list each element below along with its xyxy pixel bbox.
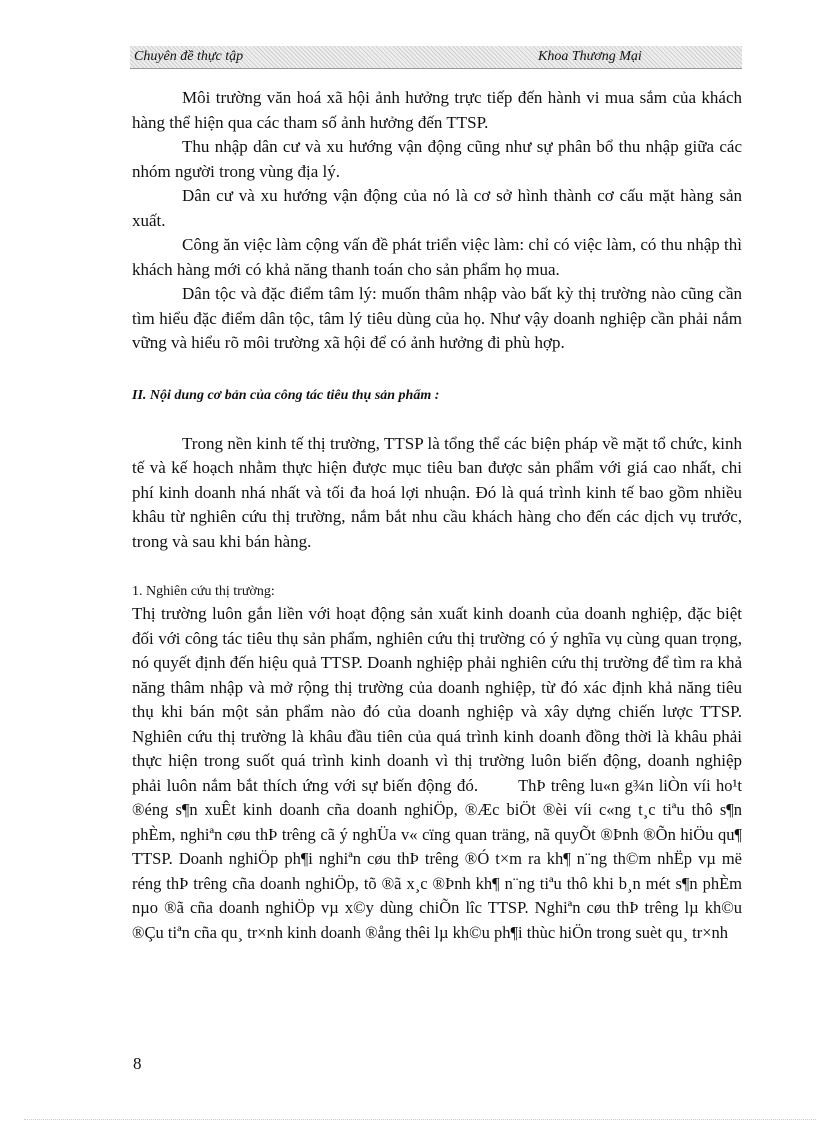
page-body [132, 86, 742, 945]
paragraph-population: Dân cư và xu hướng vận động của nó là cơ sở hình thành cơ cấu mặt hàng sản xuất. [132, 186, 742, 230]
paragraph-culture: Môi trường văn hoá xã hội ảnh hưởng trực tiếp đến hành vi mua sắm của khách hàng thể hiện qua các tham số ảnh hưởng đến TTSP. [132, 88, 742, 132]
running-header [130, 46, 742, 69]
header-left-title: Chuyên đề thực tập [134, 49, 244, 64]
subsection-heading: 1. Nghiên cứu thị trường: [132, 584, 275, 599]
paragraph-income: Thu nhập dân cư và xu hướng vận động cũng như sự phân bổ thu nhập giữa các nhóm người trong vùng địa lý. [132, 137, 742, 181]
section-heading: II. Nội dung cơ bản của công tác tiêu thụ sản phẩm : [132, 387, 440, 403]
section-paragraph: Trong nền kinh tế thị trường, TTSP là tổng thể các biện pháp về mặt tổ chức, kinh tế và kế hoạch nhằm thực hiện được mục tiêu ban được sản phẩm với giá cao nhất, chi phí kinh doanh nhá nhất và tối đa hoá lợi nhuận. Đó là quá trình kinh tế bao gồm nhiều khâu từ nghiên cứu thị trường, nắm bắt nhu cầu khách hàng cho đến các dịch vụ trước, trong và sau khi bán hàng. [132, 433, 742, 551]
page-number: 8 [133, 1054, 142, 1073]
paragraph-employment: Công ăn việc làm cộng vấn đề phát triển việc làm: chỉ có việc làm, có thu nhập thì khách hàng mới có khả năng thanh toán cho sản phẩm họ mua. [132, 235, 742, 279]
paragraph-ethnicity: Dân tộc và đặc điểm tâm lý: muốn thâm nhập vào bất kỳ thị trường nào cũng cần tìm hiểu đặc điểm dân tộc, tâm lý tiêu dùng của họ. Như vậy doanh nghiệp cần phải nắm vững và hiểu rõ môi trường xã hội để có ảnh hưởng đi phù hợp. [132, 284, 742, 352]
research-paragraph-text: Thị trường luôn gắn liền với hoạt động sản xuất kinh doanh của doanh nghiệp, đặc biệt đối với công tác tiêu thụ sản phẩm, nghiên cứu thị trường có ý nghĩa vụ cùng quan trọng, nó quyết định đến hiệu quả TTSP. Doanh nghiệp phải nghiên cứu thị trường để tìm ra khả năng thâm nhập và mở rộng thị trường của doanh nghiệp, từ đó xác định khả năng tiêu thụ khi bán một sản phẩm nào đó của doanh nghiệp và xây dựng chiến lược TTSP. Nghiên cứu thị trường là khâu đầu tiên của quá trình kinh doanh đồng thời là khâu phải thực hiện trong suốt quá trình kinh doanh vì thị trường luôn biến động, doanh nghiệp phải luôn nắm bắt thích ứng với sự biến động đó. [132, 604, 742, 795]
research-paragraph [132, 602, 742, 945]
garbled-encoding-text: ThÞ trêng lu«n g¾n liÒn víi ho¹t ®éng s¶n xuÊt kinh doanh cña doanh nghiÖp, ®Æc biÖt ®èi víi c«ng t¸c tiªu thô s¶n phÈm, nghiªn cøu thÞ trêng cã ý nghÜa v« cïng quan träng, nã quyÕt ®Þnh ®Õn hiÖu qu¶ TTSP. Doanh nghiÖp ph¶i nghiªn cøu thÞ trêng ®Ó t×m ra kh¶ n¨ng th©m nhËp vµ më réng thÞ trêng cña doanh nghiÖp, tõ ®ã x¸c ®Þnh kh¶ n¨ng tiªu thô khi b¸n mét s¶n phÈm nµo ®ã cña doanh nghiÖp vµ x©y dùng chiÕn lîc TTSP. Nghiªn cøu thÞ trêng lµ kh©u ®Çu tiªn cña qu¸ tr×nh kinh doanh ®ång thêi lµ kh©u ph¶i thùc hiÖn trong suèt qu¸ tr×nh [132, 775, 742, 942]
footer-divider [24, 1119, 816, 1120]
header-right-title: Khoa Thương Mại [538, 49, 642, 64]
